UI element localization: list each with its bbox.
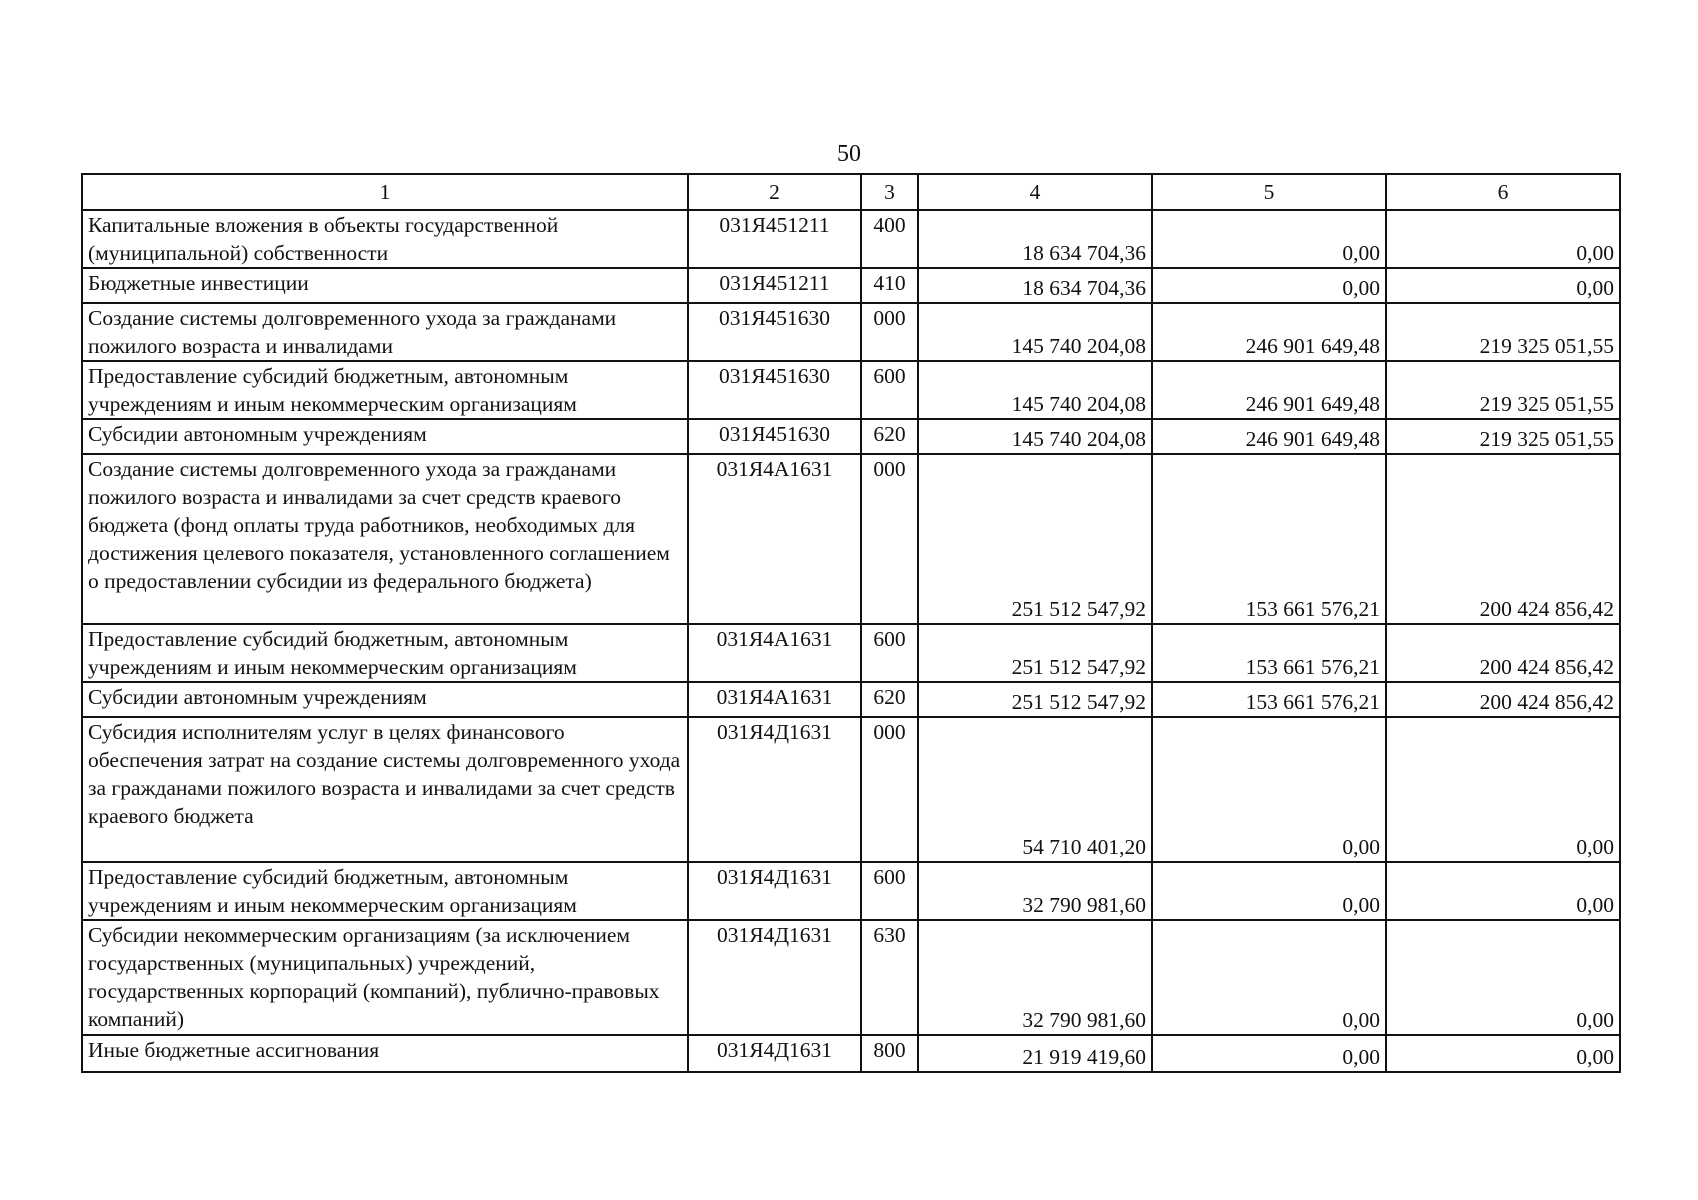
row-value-col6: 0,00 xyxy=(1386,920,1620,1035)
row-value-col4: 145 740 204,08 xyxy=(918,361,1152,419)
column-header: 2 xyxy=(688,174,861,210)
row-value-col4: 145 740 204,08 xyxy=(918,303,1152,361)
row-name: Предоставление субсидий бюджетным, автономным учреждениям и иным некоммерческим организациям xyxy=(82,862,688,920)
table-row xyxy=(82,419,1620,454)
row-value-col6: 0,00 xyxy=(1386,210,1620,268)
row-expense-type: 600 xyxy=(861,862,918,920)
row-value-col5: 0,00 xyxy=(1152,920,1386,1035)
row-value-col5: 246 901 649,48 xyxy=(1152,361,1386,419)
table-row xyxy=(82,361,1620,419)
row-expense-type: 000 xyxy=(861,303,918,361)
row-value-col6: 0,00 xyxy=(1386,862,1620,920)
row-expense-type: 600 xyxy=(861,624,918,682)
row-expense-type: 630 xyxy=(861,920,918,1035)
row-expense-type: 600 xyxy=(861,361,918,419)
row-value-col6: 0,00 xyxy=(1386,1035,1620,1072)
row-value-col5: 0,00 xyxy=(1152,862,1386,920)
row-value-col6: 219 325 051,55 xyxy=(1386,303,1620,361)
table-row xyxy=(82,268,1620,303)
table-row xyxy=(82,454,1620,624)
row-expense-type: 400 xyxy=(861,210,918,268)
column-header: 5 xyxy=(1152,174,1386,210)
row-value-col4: 251 512 547,92 xyxy=(918,624,1152,682)
row-name: Капитальные вложения в объекты государственной (муниципальной) собственности xyxy=(82,210,688,268)
row-code: 031Я451630 xyxy=(688,361,861,419)
table-row xyxy=(82,303,1620,361)
row-value-col5: 153 661 576,21 xyxy=(1152,624,1386,682)
row-code: 031Я451630 xyxy=(688,419,861,454)
row-value-col4: 251 512 547,92 xyxy=(918,682,1152,717)
row-value-col6: 200 424 856,42 xyxy=(1386,682,1620,717)
table-row xyxy=(82,210,1620,268)
row-name: Субсидии некоммерческим организациям (за исключением государственных (муниципальных) учреждений, государственных корпораций (компаний), публично-правовых компаний) xyxy=(82,920,688,1035)
table-row xyxy=(82,717,1620,862)
row-code: 031Я4Д1631 xyxy=(688,862,861,920)
row-name: Иные бюджетные ассигнования xyxy=(82,1035,688,1072)
row-name: Создание системы долговременного ухода за гражданами пожилого возраста и инвалидами за счет средств краевого бюджета (фонд оплаты труда работников, необходимых для достижения целевого показателя, установленного соглашением о предоставлении субсидии из федерального бюджета) xyxy=(82,454,688,624)
row-name: Субсидия исполнителям услуг в целях финансового обеспечения затрат на создание системы долговременного ухода за гражданами пожилого возраста и инвалидами за счет средств краевого бюджета xyxy=(82,717,688,862)
row-code: 031Я4Д1631 xyxy=(688,1035,861,1072)
row-code: 031Я451211 xyxy=(688,210,861,268)
row-code: 031Я4А1631 xyxy=(688,454,861,624)
row-code: 031Я4Д1631 xyxy=(688,920,861,1035)
row-value-col5: 0,00 xyxy=(1152,268,1386,303)
row-expense-type: 800 xyxy=(861,1035,918,1072)
row-value-col5: 246 901 649,48 xyxy=(1152,303,1386,361)
page-number: 50 xyxy=(837,141,861,167)
row-value-col6: 219 325 051,55 xyxy=(1386,419,1620,454)
row-value-col4: 251 512 547,92 xyxy=(918,454,1152,624)
row-value-col5: 153 661 576,21 xyxy=(1152,682,1386,717)
row-code: 031Я451630 xyxy=(688,303,861,361)
row-name: Бюджетные инвестиции xyxy=(82,268,688,303)
column-header: 1 xyxy=(82,174,688,210)
row-code: 031Я4А1631 xyxy=(688,682,861,717)
table-row xyxy=(82,862,1620,920)
row-value-col6: 200 424 856,42 xyxy=(1386,454,1620,624)
row-name: Субсидии автономным учреждениям xyxy=(82,419,688,454)
column-header: 6 xyxy=(1386,174,1620,210)
row-expense-type: 000 xyxy=(861,454,918,624)
table-row xyxy=(82,682,1620,717)
row-value-col4: 32 790 981,60 xyxy=(918,920,1152,1035)
row-value-col6: 0,00 xyxy=(1386,268,1620,303)
row-expense-type: 000 xyxy=(861,717,918,862)
row-value-col5: 246 901 649,48 xyxy=(1152,419,1386,454)
budget-table xyxy=(81,173,1621,1073)
row-value-col5: 0,00 xyxy=(1152,210,1386,268)
row-expense-type: 620 xyxy=(861,419,918,454)
row-value-col4: 21 919 419,60 xyxy=(918,1035,1152,1072)
row-value-col4: 18 634 704,36 xyxy=(918,268,1152,303)
row-name: Создание системы долговременного ухода за гражданами пожилого возраста и инвалидами xyxy=(82,303,688,361)
row-value-col5: 153 661 576,21 xyxy=(1152,454,1386,624)
row-code: 031Я4Д1631 xyxy=(688,717,861,862)
row-name: Предоставление субсидий бюджетным, автономным учреждениям и иным некоммерческим организациям xyxy=(82,361,688,419)
table-header-row xyxy=(82,174,1620,210)
row-value-col6: 200 424 856,42 xyxy=(1386,624,1620,682)
row-code: 031Я4А1631 xyxy=(688,624,861,682)
row-value-col5: 0,00 xyxy=(1152,1035,1386,1072)
row-expense-type: 410 xyxy=(861,268,918,303)
row-value-col6: 219 325 051,55 xyxy=(1386,361,1620,419)
column-header: 3 xyxy=(861,174,918,210)
row-code: 031Я451211 xyxy=(688,268,861,303)
row-value-col4: 145 740 204,08 xyxy=(918,419,1152,454)
table-row xyxy=(82,624,1620,682)
row-value-col4: 54 710 401,20 xyxy=(918,717,1152,862)
row-name: Субсидии автономным учреждениям xyxy=(82,682,688,717)
column-header: 4 xyxy=(918,174,1152,210)
table-row xyxy=(82,1035,1620,1072)
row-expense-type: 620 xyxy=(861,682,918,717)
row-name: Предоставление субсидий бюджетным, автономным учреждениям и иным некоммерческим организациям xyxy=(82,624,688,682)
row-value-col4: 18 634 704,36 xyxy=(918,210,1152,268)
row-value-col4: 32 790 981,60 xyxy=(918,862,1152,920)
row-value-col5: 0,00 xyxy=(1152,717,1386,862)
row-value-col6: 0,00 xyxy=(1386,717,1620,862)
table-row xyxy=(82,920,1620,1035)
